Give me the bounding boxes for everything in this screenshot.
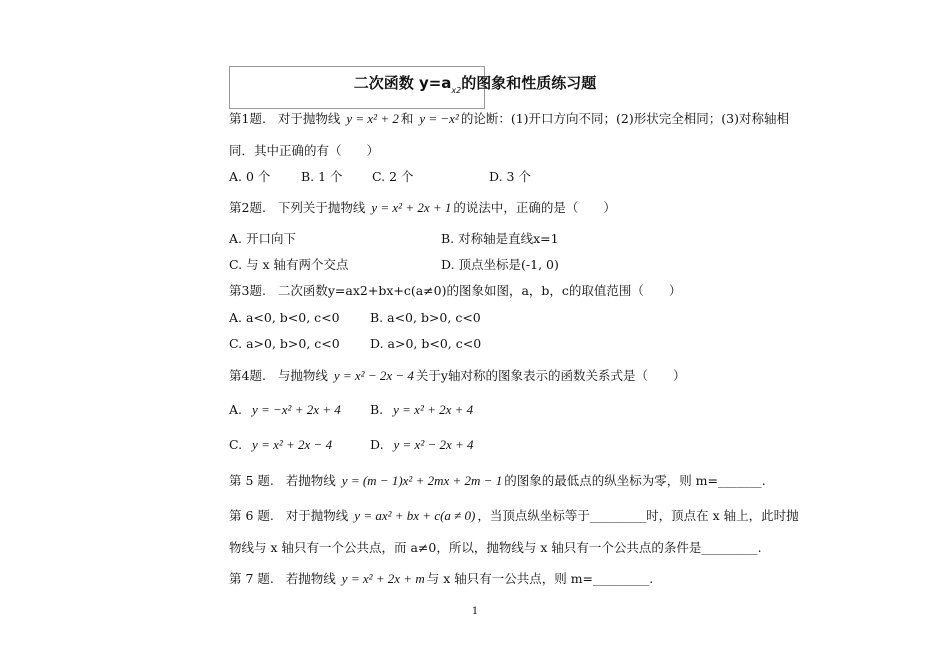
q4-line	[229, 368, 685, 384]
q7-formula: y = x² + 2x + m	[341, 571, 425, 586]
q1-mid: 和	[400, 111, 414, 126]
q4-pre: 与抛物线	[277, 368, 328, 383]
q5-formula: y = (m − 1)x² + 2mx + 2m − 1	[341, 473, 503, 488]
q4-option-d-label: D.	[370, 437, 384, 452]
q1-line1	[229, 111, 789, 127]
q4-option-a-formula: y = −x² + 2x + 4	[251, 402, 341, 417]
q4-formula: y = x² − 2x − 4	[333, 368, 414, 383]
q3-option-d: D. a>0, b<0, c<0	[370, 336, 482, 351]
q4-option-a	[229, 402, 343, 418]
q1-post: 的论断：(1)开口方向不同；(2)形状完全相同；(3)对称轴相	[460, 111, 789, 126]
q2-pre: 下列关于抛物线	[277, 200, 366, 215]
q4-option-c-label: C.	[229, 437, 243, 452]
q7-pre: 若抛物线	[285, 571, 336, 586]
q4-option-a-label: A.	[229, 402, 243, 417]
q1-formula-1: y = x² + 2	[346, 111, 399, 126]
q4-post: 关于y轴对称的图象表示的函数关系式是（ ）	[415, 368, 686, 383]
q7-post: 与 x 轴只有一公共点，则 m=_________.	[426, 571, 654, 586]
q6-number: 第 6 题.	[229, 508, 274, 523]
q1-option-a: A. 0 个	[229, 169, 271, 184]
q5-pre: 若抛物线	[285, 473, 336, 488]
q5-number: 第 5 题.	[229, 473, 274, 488]
q6-formula: y = ax² + bx + c(a ≠ 0)	[354, 508, 476, 523]
q7-number: 第 7 题.	[229, 571, 274, 586]
q2-option-c: C. 与 x 轴有两个交点	[229, 257, 349, 272]
q3-option-b: B. a<0, b>0, c<0	[370, 310, 481, 325]
q4-option-d	[370, 437, 476, 453]
title-main: 二次函数 y=a	[353, 74, 452, 92]
q2-number: 第2题.	[229, 200, 266, 215]
q6-line1	[229, 508, 799, 524]
q5-post: 的图象的最低点的纵坐标为零，则 m=_______.	[504, 473, 766, 488]
q2-option-b: B. 对称轴是直线x=1	[441, 231, 559, 246]
q1-number: 第1题.	[229, 111, 266, 126]
q2-line	[229, 200, 616, 216]
page-title	[0, 72, 950, 93]
title-rest: 的图象和性质练习题	[461, 74, 597, 92]
q6-pre: 对于抛物线	[285, 508, 349, 523]
q2-option-d: D. 顶点坐标是(-1, 0)	[441, 257, 559, 272]
q4-option-d-formula: y = x² − 2x + 4	[393, 437, 474, 452]
q1-option-b: B. 1 个	[301, 169, 343, 184]
q4-option-c-formula: y = x² + 2x − 4	[252, 437, 333, 452]
q2-post: 的说法中，正确的是（ ）	[453, 200, 616, 215]
q3-text: 二次函数y=ax2+bx+c(a≠0)的图象如图，a，b，c的取值范围（ ）	[277, 283, 682, 298]
q1-option-c: C. 2 个	[372, 169, 414, 184]
q4-option-b-label: B.	[370, 402, 384, 417]
q1-option-d: D. 3 个	[489, 169, 531, 184]
q3-option-a: A. a<0, b<0, c<0	[229, 310, 340, 325]
title-sub: x2	[451, 86, 462, 95]
q2-formula: y = x² + 2x + 1	[371, 200, 452, 215]
q6-line2: 物线与 x 轴只有一个公共点，而 a≠0，所以，抛物线与 x 轴只有一个公共点的条件是_________.	[229, 540, 762, 555]
q1-formula-2: y = −x²	[419, 111, 459, 126]
q1-pre: 对于抛物线	[277, 111, 341, 126]
q5-line	[229, 473, 766, 489]
q4-number: 第4题.	[229, 368, 266, 383]
q3-option-c: C. a>0, b>0, c<0	[229, 336, 340, 351]
q4-option-c	[229, 437, 334, 453]
q6-post: ，当顶点纵坐标等于_________时，顶点在 x 轴上，此时抛	[477, 508, 799, 523]
q2-option-a: A. 开口向下	[229, 231, 296, 246]
q4-option-b-formula: y = x² + 2x + 4	[393, 402, 474, 417]
q1-line2: 同．其中正确的有（ ）	[229, 143, 380, 158]
q7-line	[229, 571, 653, 587]
page-number: 1	[471, 606, 479, 617]
q3-line	[229, 283, 681, 299]
q4-option-b	[370, 402, 475, 418]
q3-number: 第3题.	[229, 283, 266, 298]
